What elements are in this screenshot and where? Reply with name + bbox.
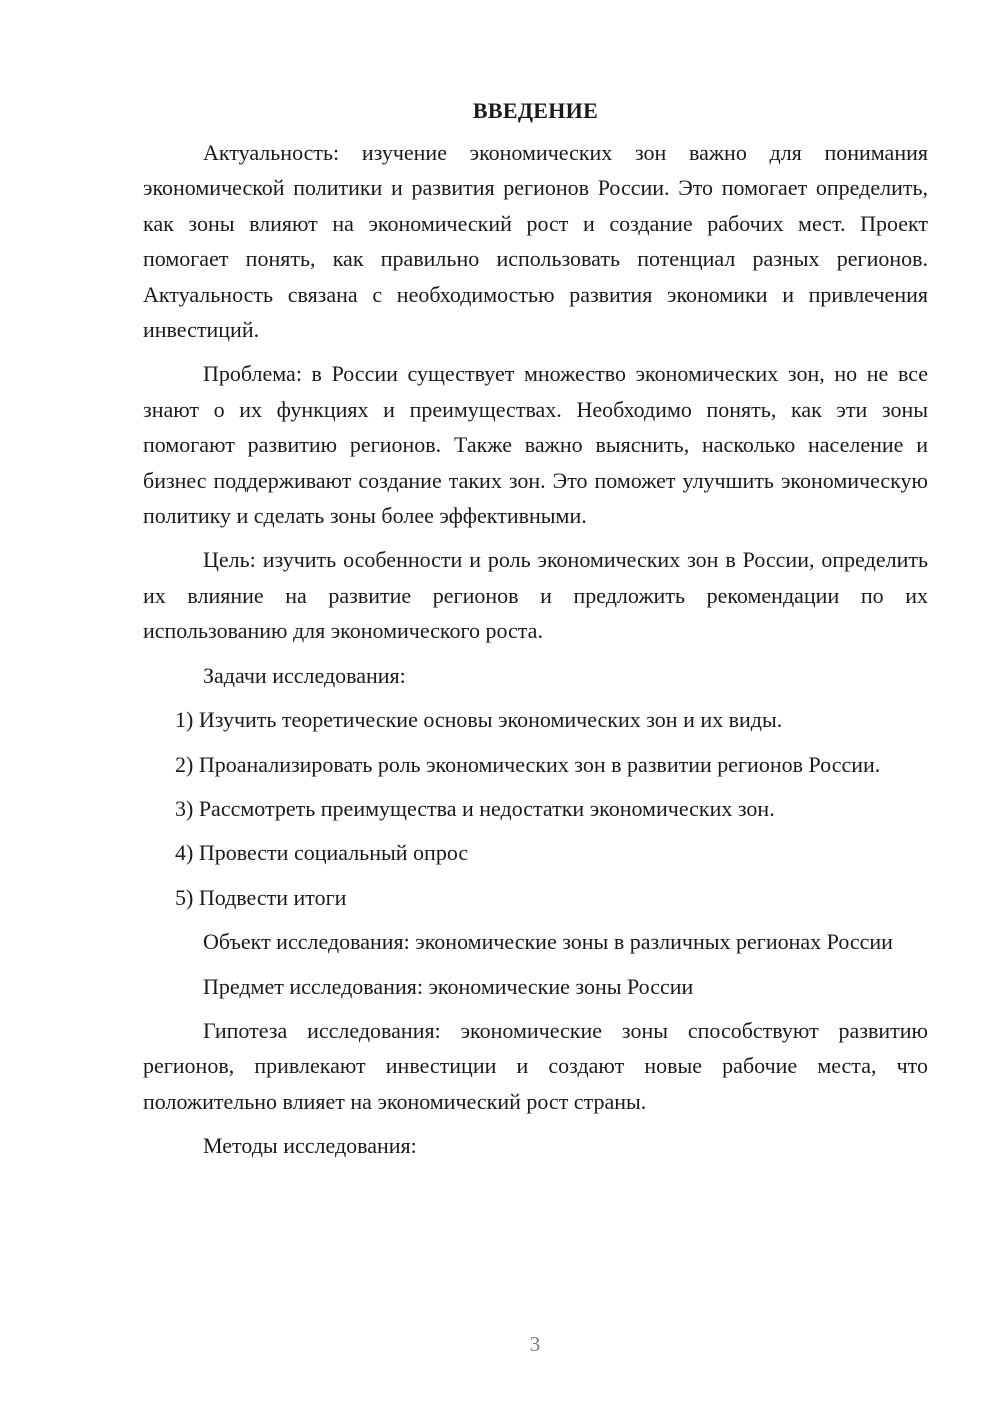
object-paragraph: Объект исследования: экономические зоны в различных регионах России — [203, 929, 893, 955]
task-item-5: 5) Подвести итоги — [175, 884, 347, 910]
goal-paragraph: Цель: изучить особенности и роль экономических зон в России, определить их влияние на развитие регионов и предложить рекомендации по их использованию для экономического роста. — [143, 547, 928, 644]
subject-paragraph: Предмет исследования: экономические зоны России — [203, 973, 694, 999]
hypothesis-paragraph: Гипотеза исследования: экономические зоны способствуют развитию регионов, привлекают инвестиции и создают новые рабочие места, что положительно влияет на экономический рост страны. — [143, 1017, 928, 1114]
task-item-1: 1) Изучить теоретические основы экономических зон и их виды. — [175, 707, 783, 733]
methods-heading: Методы исследования: — [203, 1133, 417, 1159]
relevance-paragraph: Актуальность: изучение экономических зон важно для понимания экономической политики и развития регионов России. Это помогает определить, как зоны влияют на экономический рост и создание рабочих мест. Проект помогает понять, как правильно использовать потенциал разных регионов. Актуальность связана с необходимостью развития экономики и привлечения инвестиций. — [143, 140, 928, 343]
task-item-4: 4) Провести социальный опрос — [175, 840, 469, 866]
task-item-2: 2) Проанализировать роль экономических зон в развитии регионов России. — [175, 751, 881, 777]
task-item-3: 3) Рассмотреть преимущества и недостатки экономических зон. — [175, 795, 775, 821]
page-number: 3 — [529, 1332, 541, 1356]
problem-paragraph: Проблема: в России существует множество экономических зон, но не все знают о их функциях и преимуществах. Необходимо понять, как эти зоны помогают развитию регионов. Также важно выяснить, насколько население и бизнес поддерживают создание таких зон. Это поможет улучшить экономическую политику и сделать зоны более эффективными. — [143, 361, 928, 529]
page-title: ВВЕДЕНИЕ — [472, 98, 599, 123]
document-page — [143, 95, 928, 1173]
tasks-heading: Задачи исследования: — [203, 662, 406, 688]
